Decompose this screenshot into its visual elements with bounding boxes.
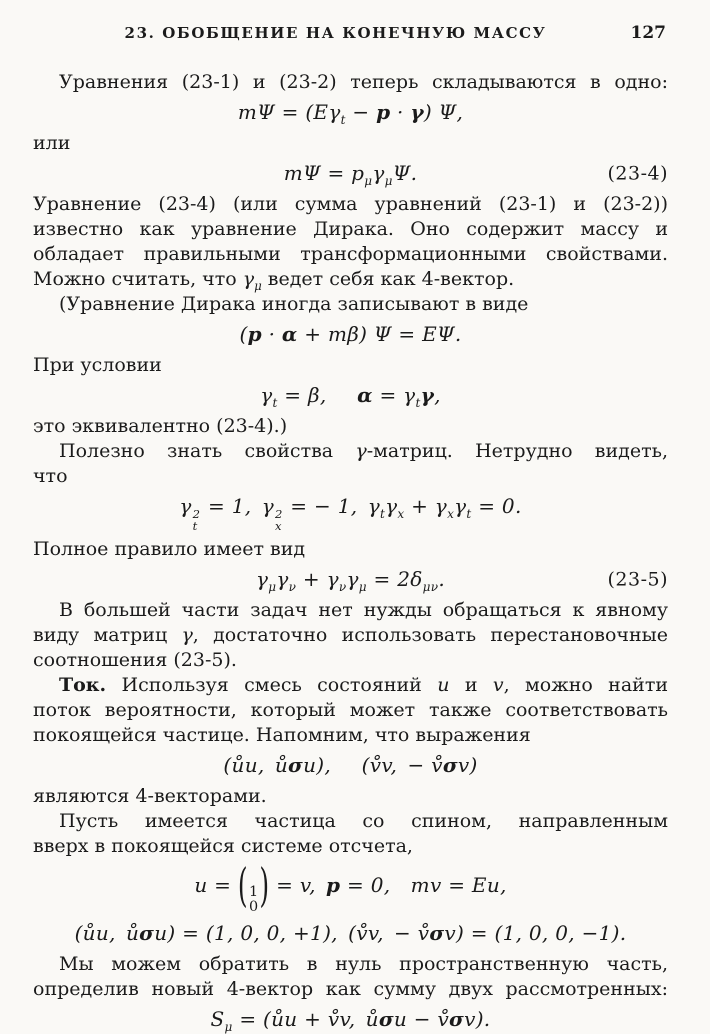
text-line: что [33,465,68,487]
paragraph [33,598,668,673]
text-line: являются 4-векторами. [33,784,267,807]
text-line: Уравнения (23-1) и (23-2) теперь складываются в одно: [59,71,668,93]
text-line: это эквивалентно (23-4).) [33,415,288,437]
text-line: В большей части задач нет нужды обращаться к явному [59,598,668,621]
paragraph [33,292,668,317]
text-line: Мы можем обратить в нуль пространственную часть, [59,952,668,975]
equation [33,321,668,349]
text-line: Ток. Используя смесь состояний u и v, можно найти [59,673,669,696]
text-line: Уравнение (23-4) (или сумма уравнений (23-1) и (23-2)) [33,193,668,215]
equation [33,160,668,188]
equation-math: $\gamma_\mu\gamma_\nu + \gamma_\nu\gamma_\mu = 2\delta_{\mu\nu}$. [256,566,445,594]
equation-math: (ůu, ůσu), (v̊v, − v̊σv) [223,752,478,777]
running-header [33,24,668,44]
section-title: 23. ОБОБЩЕНИЕ НА КОНЕЧНУЮ МАССУ [124,24,547,42]
equation-math: (ůu, ůσu) = (1, 0, 0, +1), (v̊v, − v̊σv) = (1, 0, 0, −1). [74,920,627,945]
paragraph [33,952,668,1002]
equation-math: $m\Psi = (E\gamma_t - p \cdot \gamma)$ Ψ, [237,100,464,127]
paragraph [33,809,668,859]
text-line: или [33,132,71,154]
equation [33,857,668,916]
equation-math: (p · α + mβ) Ψ = EΨ. [239,322,462,346]
text-line: Можно считать, что $\gamma_\mu$ ведет себя как 4-вектор. [33,268,515,293]
equation [33,99,668,127]
paragraph [33,192,668,292]
page-content [33,70,668,1034]
text-line: определив новый 4-вектор как сумму двух рассмотренных: [33,977,668,1000]
text-line: Полное правило имеет вид [33,537,306,560]
equation [33,752,668,780]
equation [33,493,668,533]
paragraph [33,353,668,378]
text-line: Пусть имеется частица со спином, направленным [59,809,668,832]
text-line: обладает правильными трансформационными свойствами. [33,243,668,265]
equation-math: $\gamma_t = \beta$, $\alpha = \gamma_t\gamma$, [260,383,441,410]
text-line: (Уравнение Дирака иногда записывают в виде [59,293,529,315]
paragraph [33,70,668,95]
text-line: Полезно знать свойства γ-матриц. Нетрудно видеть, [59,440,668,462]
paragraph [33,673,668,748]
text-line: вверх в покоящейся системе отсчета, [33,834,413,857]
page-number: 127 [630,23,666,43]
text-line: поток вероятности, который может также соответствовать [33,698,668,721]
text-line: покоящейся частице. Напомним, что выражения [33,723,531,746]
equation-math: $m\Psi = p_\mu\gamma_\mu\Psi$. [283,161,418,188]
text-line: виду матриц γ, достаточно использовать перестановочные [33,623,668,646]
paragraph [33,439,668,489]
paragraph [33,414,668,439]
equation-number: (23-4) [607,162,668,185]
text-line: соотношения (23-5). [33,648,237,671]
equation [33,1006,668,1034]
equation [33,566,668,594]
equation-math: γ 2 t = 1, γ 2 x = − 1, $\gamma_t\gamma_x + \gamma_x\gamma_t = 0$. [179,494,522,534]
equation [33,920,668,948]
equation-number: (23-5) [607,568,668,591]
equation-math: $S_\mu$ = (ůu + v̊v, ůσu − v̊σv). [210,1006,491,1034]
text-line: При условии [33,354,162,376]
paragraph [33,131,668,156]
equation-math: u = ( 1 0 ) = v, p = 0, mv = Eu, [194,857,507,916]
equation [33,382,668,410]
paragraph [33,784,668,809]
paragraph [33,537,668,562]
text-line: известно как уравнение Дирака. Оно содержит массу и [33,218,668,240]
